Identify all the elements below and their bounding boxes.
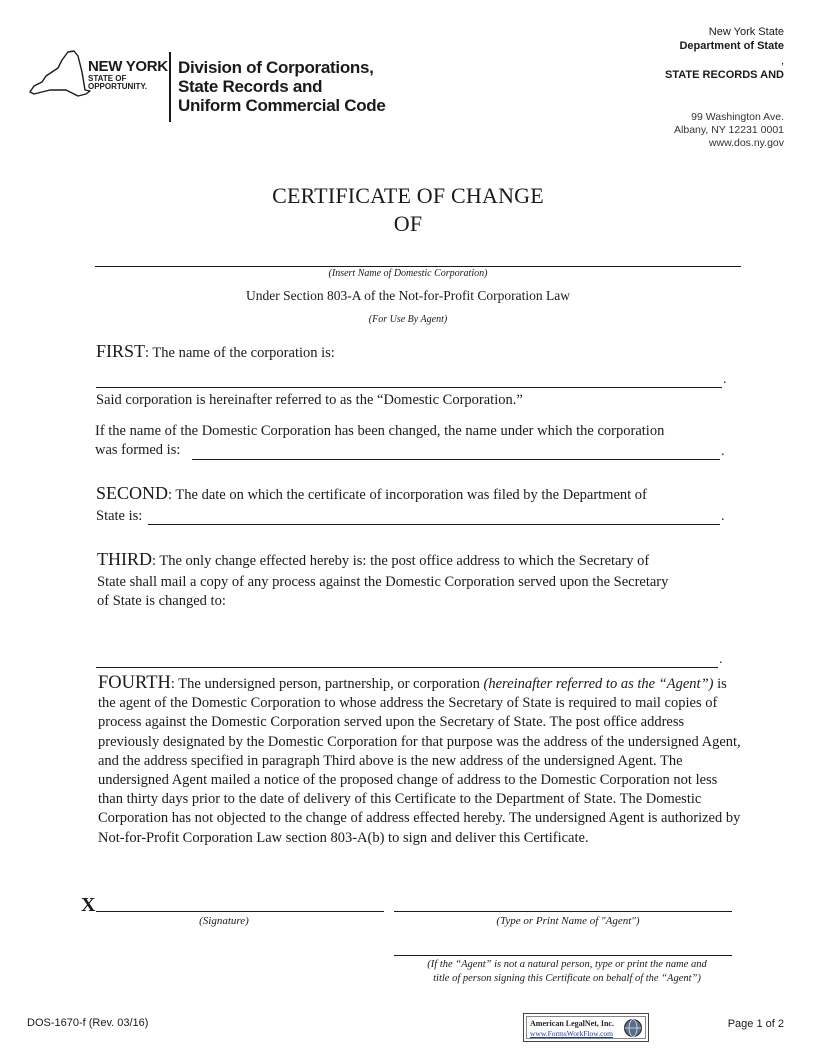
first-paragraph	[96, 342, 335, 364]
signature-x-mark: X	[81, 894, 96, 916]
third-label: THIRD	[97, 549, 152, 569]
name-changed-text: If the name of the Domestic Corporation has been changed, the name under which the corporation	[95, 423, 665, 439]
section-law-text: Under Section 803-A of the Not-for-Profit Corporation Law	[245, 288, 571, 303]
for-use-by-agent: (For Use By Agent)	[368, 314, 448, 325]
legalnet-url[interactable]: www.FormsWorkFlow.com	[530, 1029, 614, 1038]
state-is-label: State is:	[96, 508, 143, 524]
third-period: .	[719, 652, 723, 667]
fourth-label: FOURTH	[98, 673, 171, 693]
division-line-3: Uniform Commercial Code	[178, 96, 386, 115]
header-address	[674, 111, 784, 150]
signature-label: (Signature)	[199, 915, 249, 927]
new-address-input-line[interactable]	[96, 667, 718, 668]
form-id: DOS-1670-f (Rev. 03/16)	[27, 1017, 149, 1029]
header-state: New York State	[708, 26, 784, 38]
said-corporation-text: Said corporation is hereinafter referred to as the “Domestic Corporation.”	[96, 392, 523, 408]
filing-date-input-line[interactable]	[148, 524, 720, 525]
agent-note	[394, 958, 740, 986]
header-state-records: STATE RECORDS AND	[665, 69, 784, 81]
agent-note-line-1: (If the “Agent” is not a natural person, type or print the name and	[427, 959, 707, 970]
legalnet-badge-inner	[526, 1016, 646, 1039]
signer-title-input-line[interactable]	[394, 955, 732, 956]
address-street: 99 Washington Ave.	[691, 111, 784, 123]
third-line-2: State shall mail a copy of any process against the Domestic Corporation served upon the Secretary	[97, 574, 669, 590]
third-line-3: of State is changed to:	[97, 593, 226, 609]
globe-icon	[623, 1018, 643, 1038]
agent-note-line-2: title of person signing this Certificate on behalf of the “Agent”)	[433, 973, 701, 984]
document-title-of: OF	[393, 211, 423, 236]
document-title: CERTIFICATE OF CHANGE	[272, 183, 544, 208]
second-label: SECOND	[96, 483, 169, 503]
first-label: FIRST	[96, 341, 146, 361]
fourth-agent-definition: (hereinafter referred to as the “Agent”)	[483, 676, 714, 692]
ny-logo-tagline: STATE OF OPPORTUNITY.	[88, 74, 148, 91]
new-york-state-map-logo	[28, 50, 92, 106]
division-line-2: State Records and	[178, 77, 323, 96]
second-paragraph	[96, 484, 647, 506]
first-text: The name of the corporation is:	[149, 345, 335, 361]
legalnet-name: American LegalNet, Inc.	[530, 1019, 614, 1028]
corporation-name-input-line[interactable]	[96, 387, 722, 388]
first-period: .	[723, 372, 727, 387]
third-text: : The only change effected hereby is: the post office address to which the Secretary of	[152, 553, 650, 569]
first-colon: :	[145, 345, 150, 361]
header-department: Department of State	[679, 40, 784, 52]
logo-divider	[169, 52, 171, 122]
header-comma: ,	[780, 55, 784, 67]
fourth-text-1: : The undersigned person, partnership, or corporation	[170, 676, 484, 692]
address-city: Albany, NY 12231 0001	[674, 124, 784, 136]
third-paragraph	[97, 550, 649, 572]
agent-name-input-line[interactable]	[394, 911, 732, 912]
division-line-1: Division of Corporations,	[178, 58, 374, 77]
original-name-input-line[interactable]	[192, 459, 720, 460]
agent-name-label: (Type or Print Name of "Agent")	[496, 915, 640, 927]
address-website: www.dos.ny.gov	[708, 137, 784, 149]
fourth-paragraph	[98, 674, 742, 848]
formed-period: .	[721, 444, 725, 459]
fourth-text-2: is the agent of the Domestic Corporation to whose address the Secretary of State is required to mail copies of process against the Domestic Corporation served upon the Secretary of State. The post office address previously designated by the Domestic Corporation for that purpose was the address of the undersigned Agent, and the address specified in paragraph Third above is the new address of the undersigned Agent. The undersigned Agent mailed a notice of the proposed change of address to the Domestic Corporation not less than thirty days prior to the date of delivery of this Certificate to the Department of State. The Domestic Corporation has not objected to the change of address effected hereby. The undersigned Agent is authorized by Not-for-Profit Corporation Law section 803-A(b) to sign and deliver this Certificate.	[98, 676, 741, 846]
legalnet-badge[interactable]	[523, 1013, 649, 1042]
was-formed-label: was formed is:	[95, 442, 181, 458]
page-number: Page 1 of 2	[727, 1018, 784, 1030]
division-name	[178, 58, 418, 115]
insert-name-label: (Insert Name of Domestic Corporation)	[328, 268, 488, 279]
second-period: .	[721, 509, 725, 524]
second-text: : The date on which the certificate of incorporation was filed by the Department of	[168, 487, 647, 503]
signature-input-line[interactable]	[96, 911, 384, 912]
corporation-name-field[interactable]	[95, 266, 741, 267]
ny-logo-name: NEW YORK	[88, 58, 168, 75]
